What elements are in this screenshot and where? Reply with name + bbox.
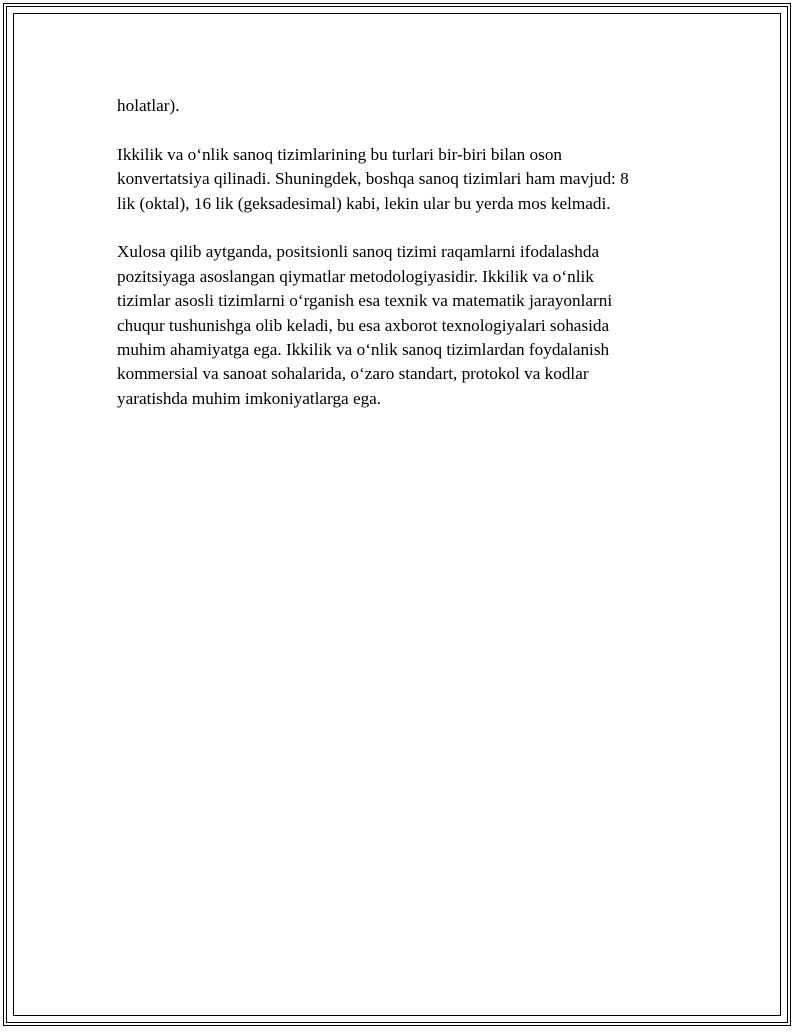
paragraph-conclusion: Xulosa qilib aytganda, positsionli sanoq tizimi raqamlarni ifodalashda pozitsiyaga asoslangan qiymatlar metodologiyasidir. Ikkilik va o‘nlik tizimlar asosli tizimlarni o‘rganish esa texnik va matematik jarayonlarni chuqur tushunishga olib keladi, bu esa axborot texnologiyalari sohasida muhim ahamiyatga ega. Ikkilik va o‘nlik sanoq tizimlardan foydalanish kommersial va sanoat sohalarida, o‘zaro standart, protokol va kodlar yaratishda muhim imkoniyatlarga ega.	[117, 242, 613, 408]
paragraph-continuation: holatlar).	[117, 96, 180, 115]
paragraph-conversion: Ikkilik va o‘nlik sanoq tizimlarining bu turlari bir-biri bilan oson konvertatsiya qilinadi. Shuningdek, boshqa sanoq tizimlari ham mavjud: 8 lik (oktal), 16 lik (geksadesimal) kabi, lekin ular bu yerda mos kelmadi.	[117, 144, 629, 213]
document-body	[117, 94, 677, 436]
